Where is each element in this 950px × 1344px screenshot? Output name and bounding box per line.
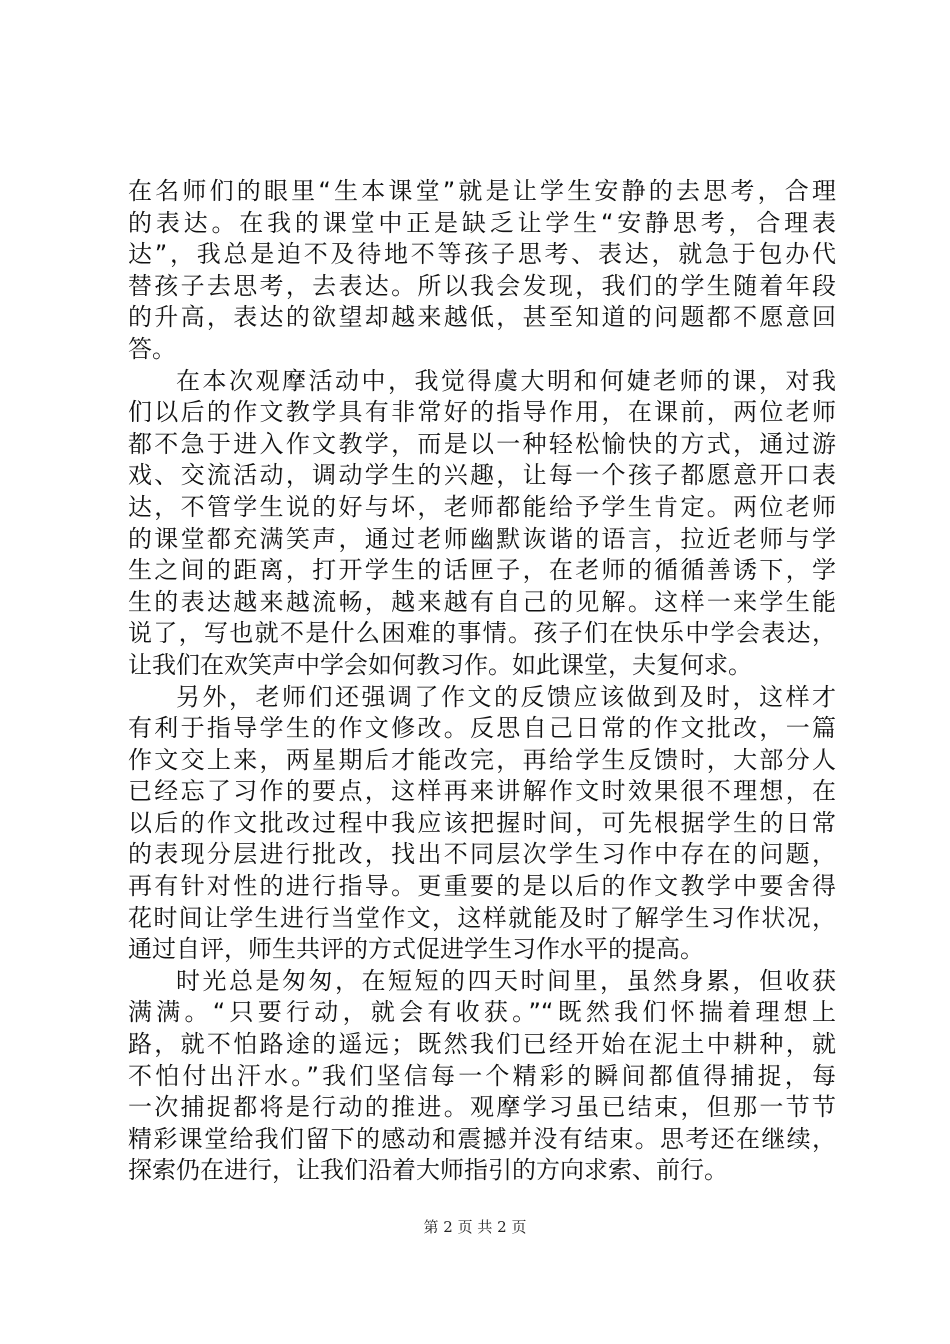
- text-line: 已经忘了习作的要点，这样再来讲解作文时效果很不理想，在: [128, 777, 836, 806]
- text-line: 替孩子去思考，去表达。所以我会发现，我们的学生随着年段: [128, 271, 836, 300]
- text-line: 作文交上来，两星期后才能改完，再给学生反馈时，大部分人: [128, 745, 836, 774]
- text-line: 有利于指导学生的作文修改。反思自己日常的作文批改，一篇: [128, 714, 836, 743]
- text-line: 的表达。在我的课堂中正是缺乏让学生“安静思考，合理表: [128, 208, 836, 237]
- text-line: 说了，写也就不是什么困难的事情。孩子们在快乐中学会表达，: [128, 619, 836, 648]
- text-line: 的课堂都充满笑声，通过老师幽默诙谐的语言，拉近老师与学: [128, 524, 836, 553]
- text-line: 戏、交流活动，调动学生的兴趣，让每一个孩子都愿意开口表: [128, 461, 836, 490]
- text-line: 在本次观摩活动中，我觉得虞大明和何婕老师的课，对我: [176, 366, 836, 395]
- text-line: 再有针对性的进行指导。更重要的是以后的作文教学中要舍得: [128, 872, 836, 901]
- text-line: 路，就不怕路途的遥远；既然我们已经开始在泥土中耕种，就: [128, 1030, 836, 1059]
- text-line: 的升高，表达的欲望却越来越低，甚至知道的问题都不愿意回: [128, 303, 836, 332]
- text-line: 达”，我总是迫不及待地不等孩子思考、表达，就急于包办代: [128, 240, 836, 269]
- paragraph: [128, 176, 836, 366]
- text-line: 不怕付出汗水。”我们坚信每一个精彩的瞬间都值得捕捉，每: [128, 1061, 836, 1090]
- text-line: 的表现分层进行批改，找出不同层次学生习作中存在的问题，: [128, 840, 836, 869]
- text-line: 们以后的作文教学具有非常好的指导作用，在课前，两位老师: [128, 398, 836, 427]
- text-line: 答。: [128, 334, 176, 363]
- text-line: 生之间的距离，打开学生的话匣子，在老师的循循善诱下，学: [128, 556, 836, 585]
- text-line: 时光总是匆匆，在短短的四天时间里，虽然身累，但收获: [176, 966, 836, 995]
- text-line: 通过自评，师生共评的方式促进学生习作水平的提高。: [128, 935, 704, 964]
- document-body: [128, 176, 836, 1187]
- text-line: 精彩课堂给我们留下的感动和震撼并没有结束。思考还在继续，: [128, 1124, 836, 1153]
- text-line: 在名师们的眼里“生本课堂”就是让学生安静的去思考，合理: [128, 177, 836, 205]
- text-line: 满满。“只要行动，就会有收获。”“既然我们怀揣着理想上: [128, 998, 836, 1027]
- text-line: 都不急于进入作文教学，而是以一种轻松愉快的方式，通过游: [128, 429, 836, 458]
- page-footer: 第 2 页 共 2 页: [423, 1218, 527, 1236]
- text-line: 生的表达越来越流畅，越来越有自己的见解。这样一来学生能: [128, 587, 836, 616]
- paragraph: [128, 682, 836, 966]
- paragraph: [128, 966, 836, 1187]
- text-line: 达，不管学生说的好与坏，老师都能给予学生肯定。两位老师: [128, 492, 836, 521]
- text-line: 一次捕捉都将是行动的推进。观摩学习虽已结束，但那一节节: [128, 1093, 836, 1122]
- text-line: 花时间让学生进行当堂作文，这样就能及时了解学生习作状况，: [128, 903, 836, 932]
- text-line: 另外，老师们还强调了作文的反馈应该做到及时，这样才: [176, 682, 836, 711]
- text-line: 让我们在欢笑声中学会如何教习作。如此课堂，夫复何求。: [128, 650, 752, 679]
- text-line: 探索仍在进行，让我们沿着大师指引的方向求索、前行。: [128, 1156, 728, 1185]
- paragraph: [128, 366, 836, 682]
- text-line: 以后的作文批改过程中我应该把握时间，可先根据学生的日常: [128, 808, 836, 837]
